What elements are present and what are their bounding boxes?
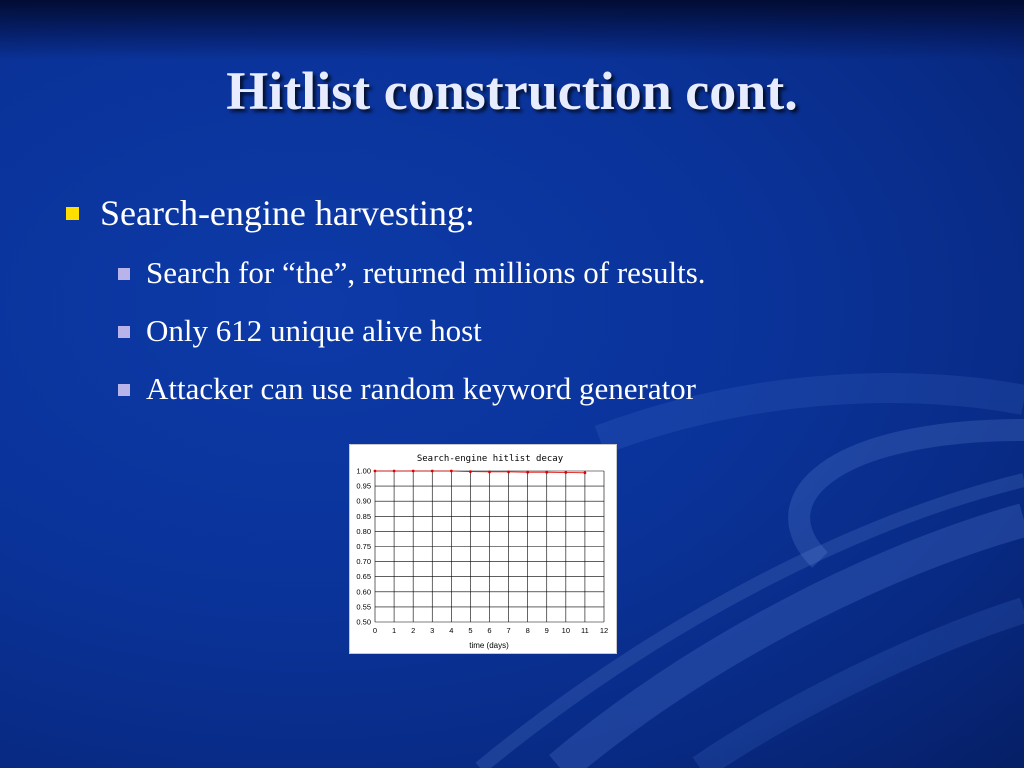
sub-bullet-item bbox=[60, 302, 990, 360]
data-point bbox=[545, 471, 548, 474]
chart-x-axis-label: time (days) bbox=[469, 641, 509, 650]
x-tick-label: 6 bbox=[487, 626, 492, 635]
x-tick-label: 5 bbox=[468, 626, 473, 635]
square-bullet-icon bbox=[118, 326, 130, 338]
square-bullet-icon bbox=[66, 207, 79, 220]
x-tick-label: 10 bbox=[561, 626, 571, 635]
bullet-item bbox=[60, 188, 990, 238]
data-point bbox=[564, 471, 567, 474]
sub-bullet-text: Attacker can use random keyword generator bbox=[146, 371, 697, 406]
x-tick-label: 7 bbox=[506, 626, 511, 635]
square-bullet-icon bbox=[118, 268, 130, 280]
sub-bullet-text: Only 612 unique alive host bbox=[146, 313, 482, 348]
y-tick-label: 0.60 bbox=[356, 587, 371, 597]
x-tick-label: 0 bbox=[372, 626, 378, 635]
data-point bbox=[412, 470, 415, 473]
y-tick-label: 0.75 bbox=[356, 542, 371, 551]
data-point bbox=[374, 470, 377, 473]
x-tick-label: 4 bbox=[449, 626, 454, 635]
x-tick-label: 3 bbox=[430, 626, 435, 635]
x-tick-label: 8 bbox=[525, 626, 530, 635]
y-tick-label: 0.65 bbox=[356, 572, 371, 582]
data-point bbox=[488, 471, 491, 474]
y-tick-label: 0.85 bbox=[356, 511, 371, 521]
bullet-list bbox=[60, 188, 990, 418]
data-point bbox=[450, 470, 453, 473]
sub-bullet-text: Search for “the”, returned millions of results. bbox=[146, 255, 706, 290]
y-tick-label: 0.70 bbox=[356, 557, 371, 567]
sub-bullet-item bbox=[60, 244, 990, 302]
y-tick-label: 0.95 bbox=[356, 481, 371, 491]
data-point bbox=[431, 470, 434, 473]
data-point bbox=[469, 470, 472, 473]
bullet-text: Search-engine harvesting: bbox=[100, 193, 475, 233]
hitlist-decay-chart bbox=[349, 444, 617, 654]
y-tick-label: 1.00 bbox=[356, 466, 371, 476]
sub-bullet-item bbox=[60, 360, 990, 418]
square-bullet-icon bbox=[118, 384, 130, 396]
x-tick-label: 12 bbox=[599, 626, 609, 635]
chart-title: Search-engine hitlist decay bbox=[416, 454, 564, 464]
x-tick-label: 1 bbox=[391, 626, 397, 635]
y-tick-label: 0.55 bbox=[356, 602, 371, 612]
data-point bbox=[507, 471, 510, 474]
x-tick-label: 11 bbox=[581, 626, 589, 635]
y-tick-label: 0.90 bbox=[356, 496, 371, 506]
x-tick-label: 2 bbox=[411, 626, 416, 635]
data-point bbox=[584, 471, 587, 474]
slide-title: Hitlist construction cont. bbox=[226, 61, 798, 121]
data-point bbox=[393, 470, 396, 473]
chart-svg bbox=[350, 445, 618, 655]
data-point bbox=[526, 471, 529, 474]
y-tick-label: 0.50 bbox=[356, 617, 371, 627]
plot-area bbox=[356, 467, 608, 636]
y-tick-label: 0.80 bbox=[356, 526, 371, 536]
x-tick-label: 9 bbox=[544, 626, 549, 635]
